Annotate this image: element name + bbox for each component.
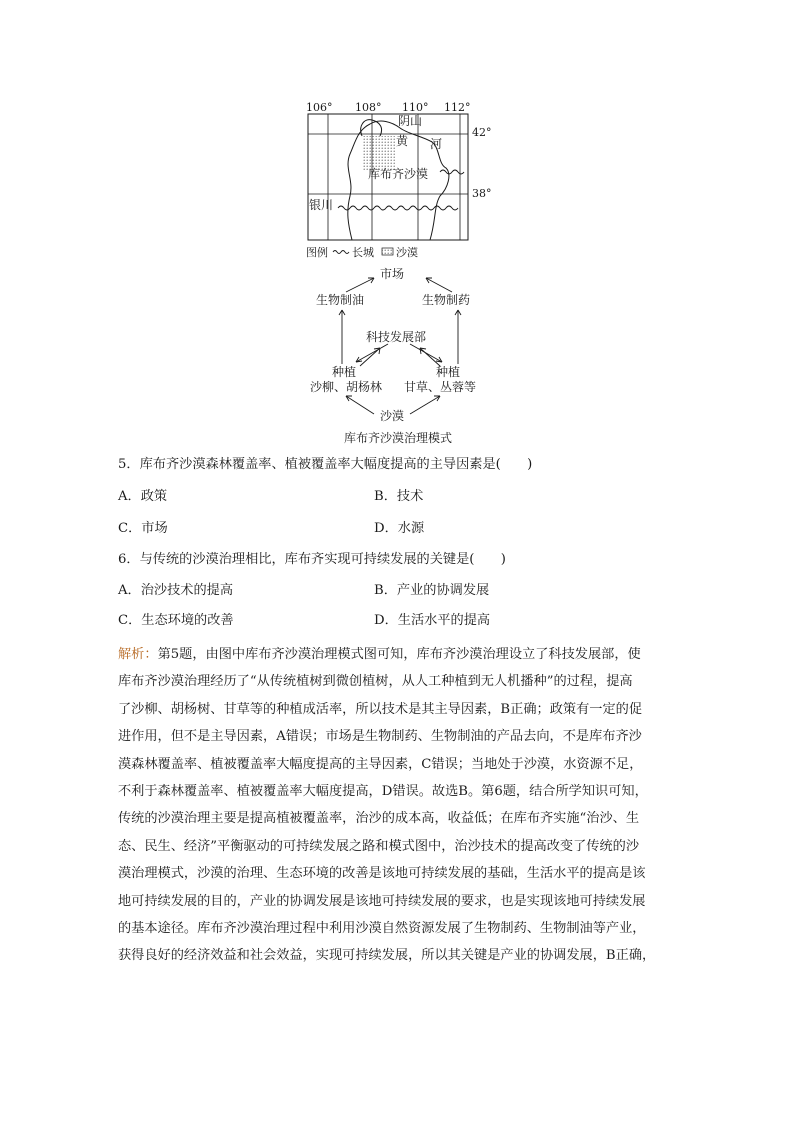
analysis-label: 解析： <box>118 647 158 662</box>
question-5-option-a: A．政策 <box>118 489 168 504</box>
longitude-label: 110° <box>402 101 429 114</box>
node-plant-left-items: 沙柳、胡杨林 <box>310 380 383 394</box>
great-wall-legend-icon <box>333 251 349 254</box>
map-legend <box>306 245 418 259</box>
analysis-line: 不利于森林覆盖率、植被覆盖率大幅度提高，D错误。故选B。第6题，结合所学知识可知， <box>118 783 648 799</box>
flow-diagram <box>310 266 476 445</box>
question-6-stem: 6．与传统的沙漠治理相比，库布齐实现可持续发展的关键是( ) <box>118 552 506 567</box>
legend-prefix: 图例 <box>306 246 328 259</box>
node-market: 市场 <box>380 267 405 281</box>
node-bio-oil: 生物制油 <box>316 293 365 307</box>
diagram-caption: 库布齐沙漠治理模式 <box>344 431 453 445</box>
node-desert: 沙漠 <box>380 409 405 423</box>
question-6-option-a: A．治沙技术的提高 <box>118 583 234 598</box>
question-5-stem: 5．库布齐沙漠森林覆盖率、植被覆盖率大幅度提高的主导因素是( ) <box>118 457 533 472</box>
node-bio-med: 生物制药 <box>422 293 471 307</box>
map-and-diagram <box>300 96 500 452</box>
latitude-label: 38° <box>472 187 492 200</box>
map <box>306 101 492 259</box>
analysis-line: 库布齐沙漠治理经历了“从传统植树到微创植树，从人工种植到无人机播种”的过程，提高 <box>118 674 633 690</box>
analysis-line <box>118 641 684 668</box>
analysis-text: 第5题，由图中库布齐沙漠治理模式图可知，库布齐沙漠治理设立了科技发展部，使 <box>157 647 641 662</box>
great-wall-line <box>338 206 458 210</box>
question-6-option-b: B．产业的协调发展 <box>374 583 490 598</box>
desert-area <box>362 136 396 170</box>
analysis-line: 态、民生、经济”平衡驱动的可持续发展之路和模式图中，治沙技术的提高改变了传统的沙 <box>118 838 640 854</box>
analysis-line: 了沙柳、胡杨树、甘草等的种植成活率，所以技术是其主导因素，B正确；政策有一定的促 <box>118 701 642 717</box>
analysis-line: 的基本途径。库布齐沙漠治理过程中利用沙漠自然资源发展了生物制药、生物制油等产业， <box>118 920 646 936</box>
yinshan-label: 阴山 <box>398 114 423 128</box>
node-plant-right: 种植 <box>436 365 461 379</box>
longitude-label: 112° <box>444 101 471 114</box>
question-5-option-d: D．水源 <box>374 521 425 536</box>
longitude-label: 106° <box>306 101 333 114</box>
yellow-river-label: 黄 <box>396 134 409 148</box>
analysis-line: 地可持续发展的目的，产业的协调发展是该地可持续发展的要求，也是实现该地可持续发展 <box>118 893 646 909</box>
analysis-line: 进作用，但不是主导因素，A错误；市场是生物制药、生物制油的产品去向，不是库布齐沙 <box>118 729 642 745</box>
question-5-option-c: C．市场 <box>118 521 168 536</box>
latitude-label: 42° <box>472 126 492 139</box>
yellow-river-label: 河 <box>430 137 443 151</box>
longitude-label: 108° <box>355 101 382 114</box>
desert-label: 库布齐沙漠 <box>368 167 429 181</box>
analysis-line: 获得良好的经济效益和社会效益，实现可持续发展，所以其关键是产业的协调发展，B正确， <box>118 948 656 964</box>
node-tech: 科技发展部 <box>366 330 427 344</box>
question-6-option-c: C．生态环境的改善 <box>118 613 234 628</box>
great-wall-legend-label: 长城 <box>352 246 374 259</box>
analysis-line: 漠森林覆盖率、植被覆盖率大幅度提高的主导因素，C错误；当地处于沙漠，水资源不足， <box>118 756 643 772</box>
desert-legend-label: 沙漠 <box>396 246 418 259</box>
yinchuan-label: 银川 <box>309 198 334 212</box>
analysis-line: 传统的沙漠治理主要是提高植被覆盖率，治沙的成本高，收益低；在库布齐实施“治沙、生 <box>118 811 640 827</box>
question-5-option-b: B．技术 <box>374 489 424 504</box>
question-6-option-d: D．生活水平的提高 <box>374 613 491 628</box>
node-plant-left: 种植 <box>332 365 357 379</box>
analysis-line: 漠治理模式，沙漠的治理、生态环境的改善是该地可持续发展的基础，生活水平的提高是该 <box>118 866 646 882</box>
node-plant-right-items: 甘草、丛蓉等 <box>404 380 477 394</box>
analysis-block <box>118 641 684 970</box>
figure <box>300 96 500 452</box>
desert-legend-icon <box>382 248 393 255</box>
